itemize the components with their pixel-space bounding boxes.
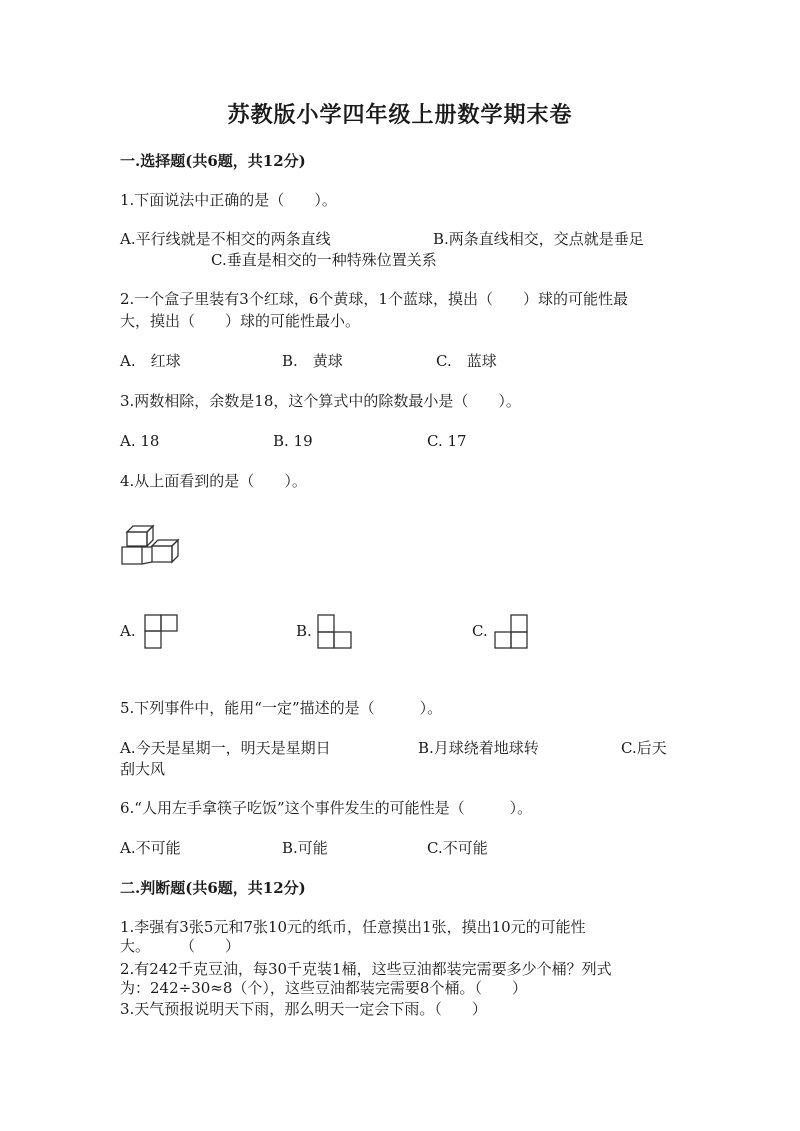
cube-top-side (147, 526, 153, 546)
question-3-text: 3.两数相除，余数是18，这个算式中的除数最小是（ ）。 (120, 392, 521, 410)
question-5-option-c-continued: 刮大风 (120, 760, 166, 778)
cube-top-front (127, 532, 147, 546)
question-2-option-b: B. 黄球 (282, 352, 343, 370)
question-5-option-c: C.后天 (621, 739, 667, 757)
question-4-option-c: C. (472, 622, 488, 640)
question-3-option-b: B. 19 (273, 432, 313, 450)
cube-joint-bottom (142, 562, 152, 564)
question-1-option-a: A.平行线就是不相交的两条直线 (120, 230, 331, 248)
question-6-option-a: A.不可能 (120, 839, 181, 857)
question-2-line-2: 大，摸出（ ）球的可能性最小。 (120, 312, 361, 330)
question-4-option-b: B. (296, 622, 312, 640)
cube-stack-figure (118, 520, 182, 570)
question-4-text: 4.从上面看到的是（ ）。 (120, 472, 307, 490)
judgement-2-line-2: 为：242÷30≈8（个），这些豆油都装完需要8个桶。（ ） (120, 979, 527, 997)
page-title: 苏教版小学四年级上册数学期末卷 (227, 102, 573, 128)
question-6-text: 6.“人用左手拿筷子吃饭”这个事件发生的可能性是（ ）。 (120, 799, 533, 817)
question-3-option-c: C. 17 (427, 432, 467, 450)
option-b-shape (317, 614, 353, 650)
question-2-option-c: C. 蓝球 (436, 352, 497, 370)
question-4-option-a: A. (120, 622, 136, 640)
question-1-text: 1.下面说法中正确的是（ ）。 (120, 191, 337, 209)
question-6-option-c: C.不可能 (427, 839, 488, 857)
question-1-option-b: B.两条直线相交，交点就是垂足 (433, 230, 644, 248)
question-2-line-1: 2.一个盒子里装有3个红球，6个黄球，1个蓝球，摸出（ ）球的可能性最 (120, 290, 628, 308)
judgement-1-line-1: 1.李强有3张5元和7张10元的纸币，任意摸出1张，摸出10元的可能性 (120, 918, 586, 936)
question-2-option-a: A. 红球 (120, 352, 181, 370)
question-6-option-b: B.可能 (282, 839, 328, 857)
question-5-option-a: A.今天是星期一，明天是星期日 (120, 739, 331, 757)
cube-bottom-right-front (152, 546, 172, 562)
judgement-1-line-2: 大。 （ ） (120, 937, 241, 955)
option-a-shape (144, 614, 178, 650)
question-1-option-c: C.垂直是相交的一种特殊位置关系 (211, 251, 437, 269)
question-5-option-b: B.月球绕着地球转 (418, 739, 539, 757)
question-5-text: 5.下列事件中，能用“一定”描述的是（ ）。 (120, 699, 443, 717)
section-heading-judgement: 二.判断题(共6题，共12分) (120, 879, 306, 897)
question-3-option-a: A. 18 (120, 432, 160, 450)
judgement-2-line-1: 2.有242千克豆油，每30千克装1桶，这些豆油都装完需要多少个桶？列式 (120, 960, 612, 978)
cube-bottom-right-side (172, 540, 178, 562)
cube-bottom-left-front (122, 547, 142, 564)
option-c-shape (494, 614, 530, 650)
section-heading-choice: 一.选择题(共6题，共12分) (120, 152, 306, 170)
judgement-3-text: 3.天气预报说明天下雨，那么明天一定会下雨。（ ） (120, 1000, 487, 1018)
